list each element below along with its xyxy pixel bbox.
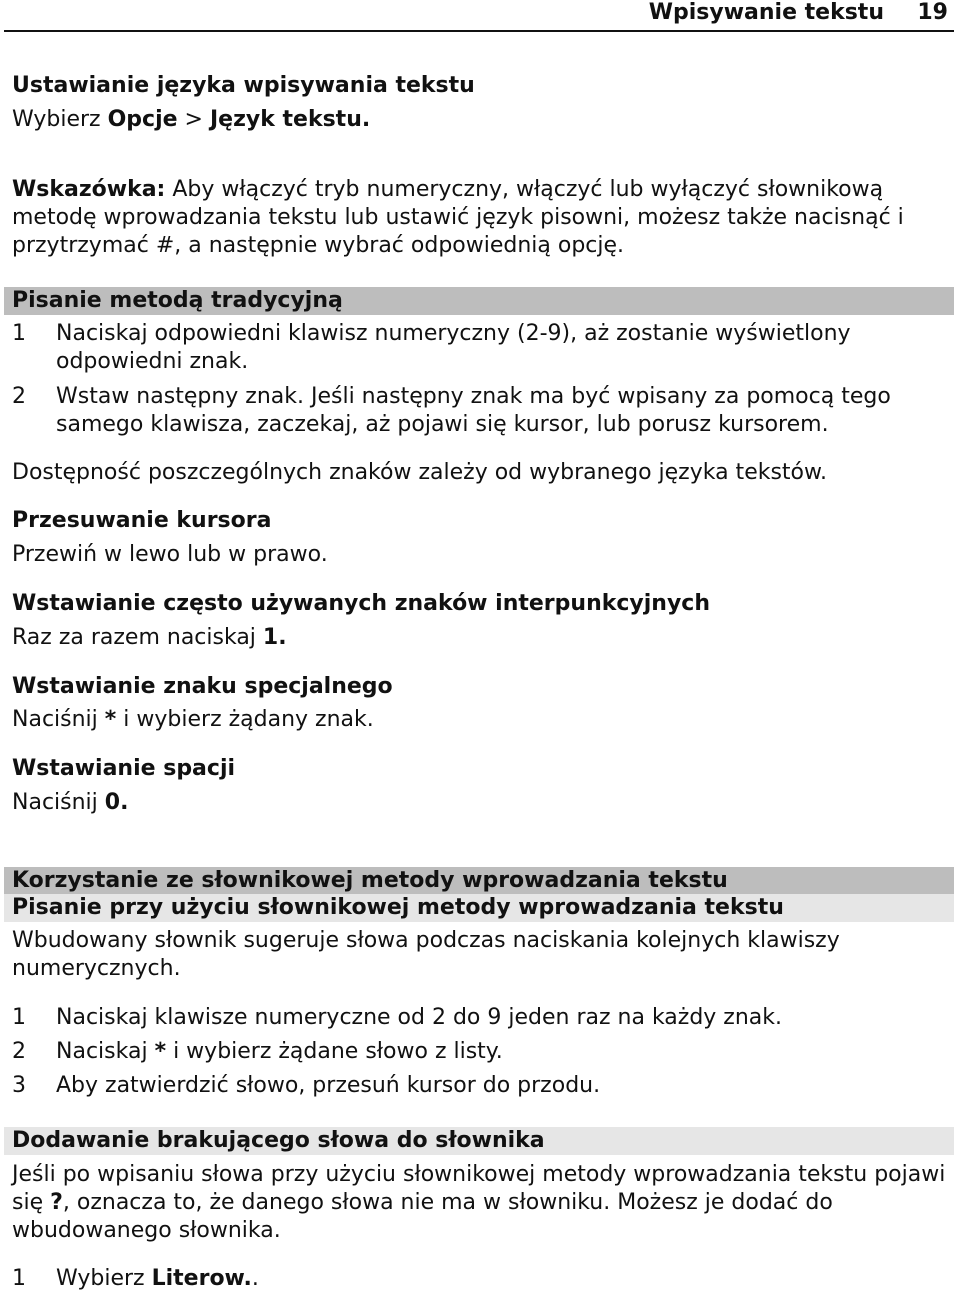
menu-text-language: Język tekstu. <box>209 107 371 132</box>
traditional-heading-bar <box>4 287 954 315</box>
key-star: * <box>154 1039 167 1064</box>
list-item: 3 Aby zatwierdzić słowo, przesuń kursor do przodu. <box>12 1073 601 1098</box>
dictionary-subheading: Pisanie przy użyciu słownikowej metody wprowadzania tekstu <box>12 895 784 920</box>
space-heading: Wstawianie spacji <box>12 756 236 781</box>
traditional-heading: Pisanie metodą tradycyjną <box>12 288 343 313</box>
section-title: Wpisywanie tekstu <box>648 0 884 25</box>
list-item: 2 Wstaw następny znak. Jeśli następny znak ma być wpisany za pomocą tego samego klawisza, zaczekaj, aż pojawi się kursor, lub porusz kursorem. <box>12 384 891 437</box>
dictionary-heading-bar <box>4 867 954 895</box>
menu-spell: Literow. <box>151 1266 252 1291</box>
tip-paragraph: Wskazówka: Aby włączyć tryb numeryczny, włączyć lub wyłączyć słownikową metodę wprowadzania tekstu lub ustawić język pisowni, możesz także nacisnąć i przytrzymać #, a następnie wybrać odpowiednią opcję. <box>12 177 904 258</box>
missing-word-heading-bar <box>4 1127 954 1155</box>
list-item: 2 Naciskaj * i wybierz żądane słowo z listy. <box>12 1039 503 1064</box>
punctuation-heading: Wstawianie często używanych znaków interpunkcyjnych <box>12 591 710 616</box>
cursor-heading: Przesuwanie kursora <box>12 508 272 533</box>
list-item: 1 Naciskaj odpowiedni klawisz numeryczny (2-9), aż zostanie wyświetlony odpowiedni znak. <box>12 321 851 374</box>
punctuation-text: Raz za razem naciskaj 1. <box>12 625 287 650</box>
cursor-text: Przewiń w lewo lub w prawo. <box>12 542 328 567</box>
language-heading: Ustawianie języka wpisywania tekstu <box>12 73 475 98</box>
page-header <box>4 0 954 32</box>
question-mark: ? <box>50 1190 63 1215</box>
menu-options: Opcje <box>107 107 178 132</box>
missing-word-text: Jeśli po wpisaniu słowa przy użyciu słownikowej metody wprowadzania tekstu pojawi się ?, oznacza to, że danego słowa nie ma w słowniku. Możesz je dodać do wbudowanego słownika. <box>12 1162 946 1243</box>
page-number: 19 <box>917 0 948 25</box>
special-heading: Wstawianie znaku specjalnego <box>12 674 393 699</box>
list-item: 1 Wybierz Literow.. <box>12 1266 259 1291</box>
space-text: Naciśnij 0. <box>12 790 129 815</box>
dictionary-subheading-bar <box>4 894 954 922</box>
tip-label: Wskazówka: <box>12 177 166 202</box>
dictionary-heading: Korzystanie ze słownikowej metody wprowadzania tekstu <box>12 868 728 893</box>
language-instruction: Wybierz Opcje > Język tekstu. <box>12 107 371 132</box>
dictionary-intro: Wbudowany słownik sugeruje słowa podczas naciskania kolejnych klawiszy numerycznych. <box>12 928 840 981</box>
key-star: * <box>104 707 117 732</box>
special-text: Naciśnij * i wybierz żądany znak. <box>12 707 374 732</box>
key-1: 1. <box>262 625 287 650</box>
list-item: 1 Naciskaj klawisze numeryczne od 2 do 9 jeden raz na każdy znak. <box>12 1005 783 1030</box>
missing-word-heading: Dodawanie brakującego słowa do słownika <box>12 1128 545 1153</box>
availability-note: Dostępność poszczególnych znaków zależy od wybranego języka tekstów. <box>12 460 827 485</box>
key-0: 0. <box>104 790 129 815</box>
